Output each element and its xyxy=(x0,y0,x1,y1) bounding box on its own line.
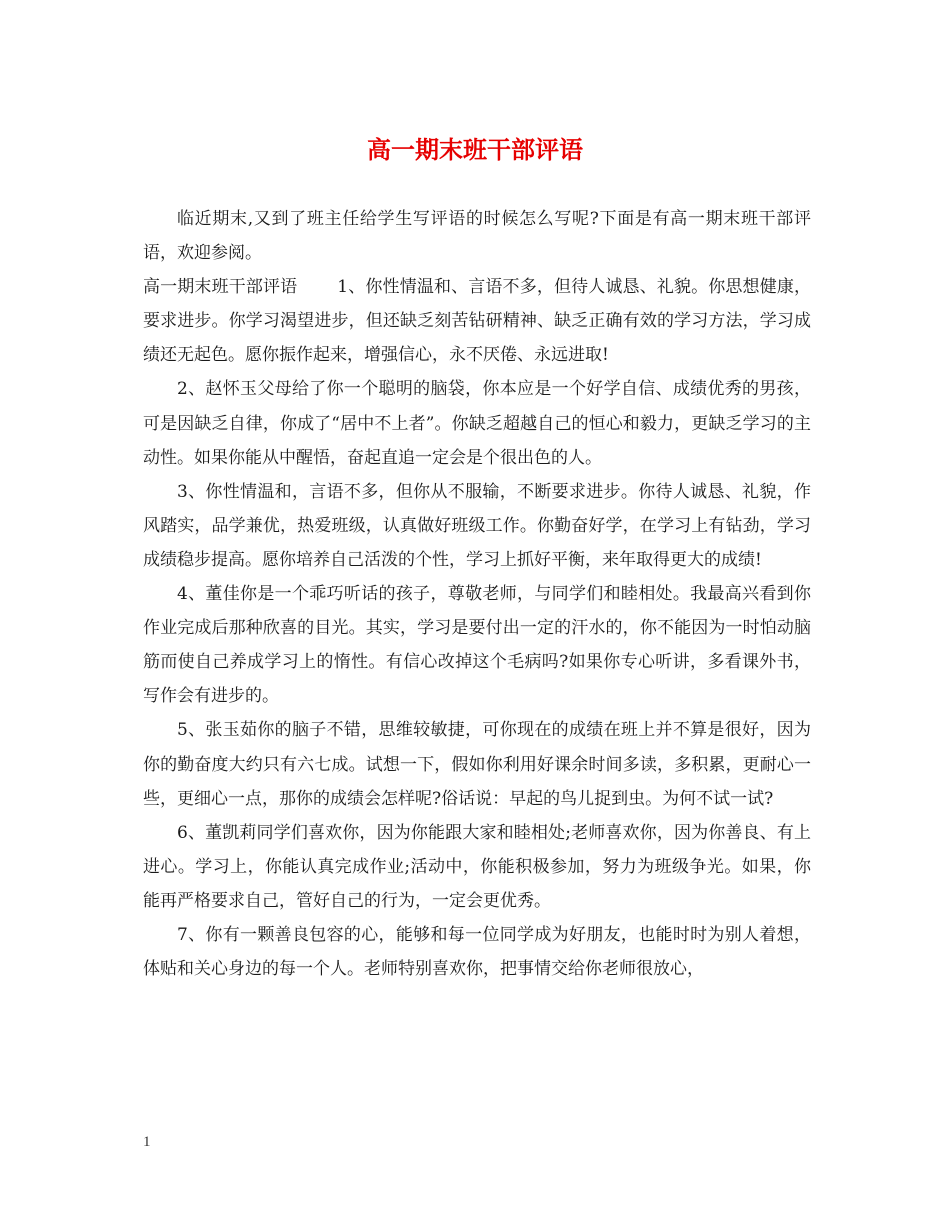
first-comment-paragraph xyxy=(143,270,811,372)
comment-4: 4、董佳你是一个乖巧听话的孩子，尊敬老师，与同学们和睦相处。我最高兴看到你作业完成后那种欣喜的目光。其实，学习是要付出一定的汗水的，你不能因为一时怕动脑筋而使自己养成学习上的惰性。有信心改掉这个毛病吗?如果你专心听讲，多看课外书，写作会有进步的。 xyxy=(143,584,811,707)
comment-6: 6、董凯莉同学们喜欢你，因为你能跟大家和睦相处;老师喜欢你，因为你善良、有上进心。学习上，你能认真完成作业;活动中，你能积极参加，努力为班级争光。如果，你能再严格要求自己，管好自己的行为，一定会更优秀。 xyxy=(143,822,811,911)
comment-3: 3、你性情温和，言语不多，但你从不服输，不断要求进步。你待人诚恳、礼貌，作风踏实，品学兼优，热爱班级，认真做好班级工作。你勤奋好学，在学习上有钻劲，学习成绩稳步提高。愿你培养自己活泼的个性，学习上抓好平衡，来年取得更大的成绩! xyxy=(143,481,811,570)
document-body xyxy=(143,202,811,986)
comment-1: 1、你性情温和、言语不多，但待人诚恳、礼貌。你思想健康，要求进步。你学习渴望进步，但还缺乏刻苦钻研精神、缺乏正确有效的学习方法，学习成绩还无起色。愿你振作起来，增强信心，永不厌倦、永远进取! xyxy=(143,277,811,366)
document-title: 高一期末班干部评语 xyxy=(367,135,583,164)
intro-paragraph: 临近期末,又到了班主任给学生写评语的时候怎么写呢?下面是有高一期末班干部评语，欢迎参阅。 xyxy=(143,209,811,264)
comment-5: 5、张玉茹你的脑子不错，思维较敏捷，可你现在的成绩在班上并不算是很好，因为你的勤奋度大约只有六七成。试想一下，假如你利用好课余时间多读，多积累，更耐心一些，更细心一点，那你的成绩会怎样呢?俗话说：早起的鸟儿捉到虫。为何不试一试? xyxy=(143,720,811,809)
comment-2: 2、赵怀玉父母给了你一个聪明的脑袋，你本应是一个好学自信、成绩优秀的男孩，可是因缺乏自律，你成了“居中不上者”。你缺乏超越自己的恒心和毅力，更缺乏学习的主动性。如果你能从中醒悟，奋起直追一定会是个很出色的人。 xyxy=(143,379,811,468)
page-number: 1 xyxy=(143,1134,151,1150)
section-label: 高一期末班干部评语 xyxy=(143,277,298,298)
comment-7: 7、你有一颗善良包容的心，能够和每一位同学成为好朋友，也能时时为别人着想，体贴和关心身边的每一个人。老师特别喜欢你，把事情交给你老师很放心， xyxy=(143,924,811,980)
